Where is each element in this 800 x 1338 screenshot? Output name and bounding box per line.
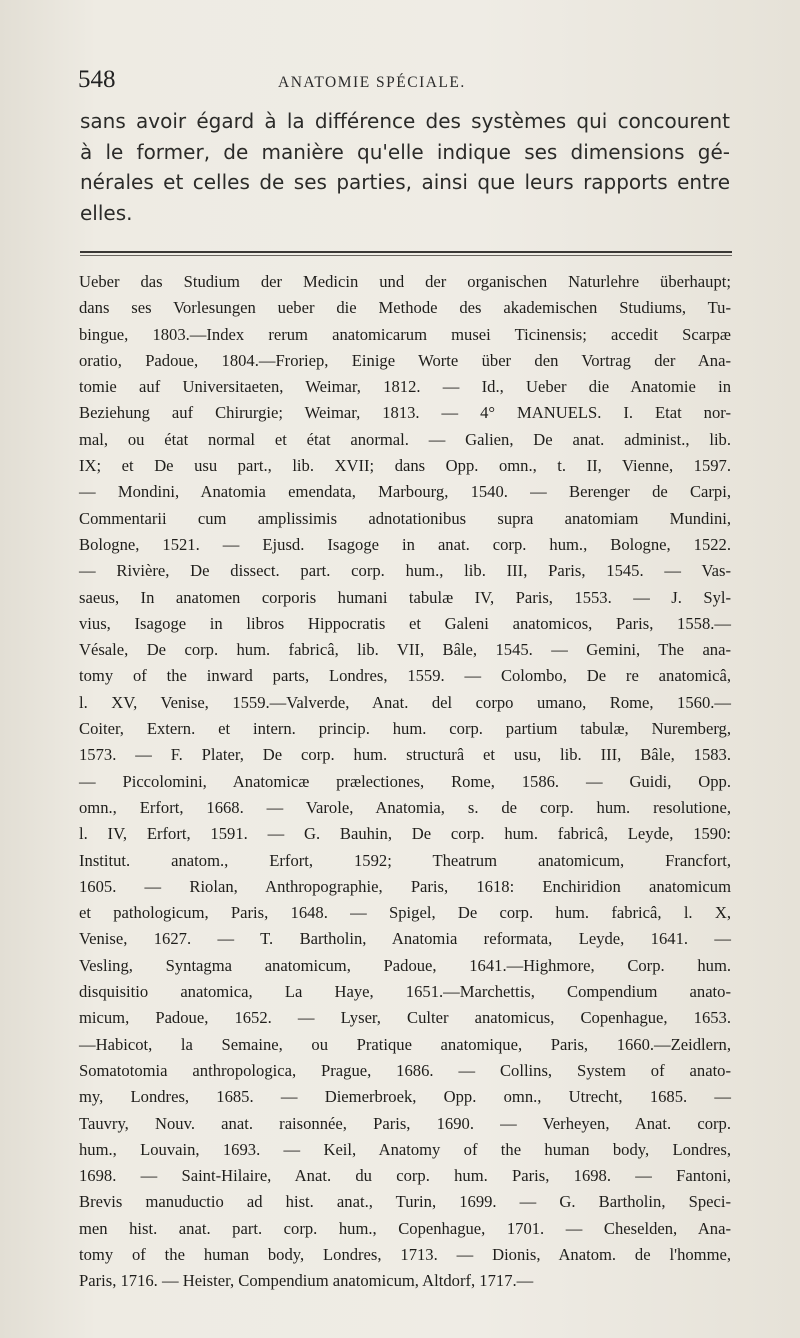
body-line: nérales et celles de ses parties, ainsi que leurs rapports entre [80,170,730,194]
body-paragraph [80,106,730,228]
bibliography-line: — Piccolomini, Anatomicæ prælectiones, Rome, 1586. — Guidi, Opp. [79,771,731,791]
bibliography-line: my, Londres, 1685. — Diemerbroek, Opp. omn., Utrecht, 1685. — [79,1087,731,1107]
bibliography-line: oratio, Padoue, 1804.—Froriep, Einige Worte über den Vortrag der Ana- [79,350,731,370]
bibliography-line: Ueber das Studium der Medicin und der organischen Naturlehre überhaupt; [79,272,731,291]
bibliography-line: IX; et De usu part., lib. XVII; dans Opp. omn., t. II, Vienne, 1597. [79,456,731,476]
bibliography-block [79,269,731,1295]
bibliography-line: omn., Erfort, 1668. — Varole, Anatomia, s. de corp. hum. resolutione, [79,797,731,817]
bibliography-line: tomy of the inward parts, Londres, 1559. — Colombo, De re anatomicâ, [79,666,731,686]
running-head: ANATOMIE SPÉCIALE. [278,74,466,91]
bibliography-line: 1698. — Saint-Hilaire, Anat. du corp. hum. Paris, 1698. — Fantoni, [79,1166,731,1186]
bibliography-line: Commentarii cum amplissimis adnotationibus supra anatomiam Mundini, [79,508,731,528]
bibliography-line: Venise, 1627. — T. Bartholin, Anatomia reformata, Leyde, 1641. — [79,929,731,949]
bibliography-line: Tauvry, Nouv. anat. raisonnée, Paris, 1690. — Verheyen, Anat. corp. [79,1113,731,1133]
bibliography-line: et pathologicum, Paris, 1648. — Spigel, De corp. hum. fabricâ, l. X, [79,903,731,923]
bibliography-line: 1573. — F. Plater, De corp. hum. structurâ et usu, lib. III, Bâle, 1583. [79,745,731,765]
bibliography-line: l. XV, Venise, 1559.—Valverde, Anat. del corpo umano, Rome, 1560.— [79,692,731,712]
bibliography-line: l. IV, Erfort, 1591. — G. Bauhin, De corp. hum. fabricâ, Leyde, 1590: [79,824,731,844]
bibliography-line: Brevis manuductio ad hist. anat., Turin, 1699. — G. Bartholin, Speci- [79,1192,731,1212]
bibliography-line: bingue, 1803.—Index rerum anatomicarum musei Ticinensis; accedit Scarpæ [79,324,731,344]
bibliography-line: Bologne, 1521. — Ejusd. Isagoge in anat. corp. hum., Bologne, 1522. [79,534,731,554]
bibliography-line: — Mondini, Anatomia emendata, Marbourg, 1540. — Berenger de Carpi, [79,482,731,502]
page-number: 548 [78,66,116,93]
bibliography-line: 1605. — Riolan, Anthropographie, Paris, 1618: Enchiridion anatomicum [79,876,731,896]
body-line: elles. [80,200,133,225]
bibliography-line: tomie auf Universitaeten, Weimar, 1812. — Id., Ueber die Anatomie in [79,377,731,397]
bibliography-line: vius, Isagoge in libros Hippocratis et Galeni anatomicos, Paris, 1558.— [79,613,731,633]
bibliography-line: men hist. anat. part. corp. hum., Copenhague, 1701. — Cheselden, Ana- [79,1218,731,1238]
bibliography-line: micum, Padoue, 1652. — Lyser, Culter anatomicus, Copenhague, 1653. [79,1008,731,1028]
bibliography-line: Coiter, Extern. et intern. princip. hum. corp. partium tabulæ, Nuremberg, [79,719,731,739]
bibliography-line: mal, ou état normal et état anormal. — Galien, De anat. administ., lib. [79,429,731,449]
bibliography-line: — Rivière, De dissect. part. corp. hum., lib. III, Paris, 1545. — Vas- [79,561,731,581]
bibliography-line: Institut. anatom., Erfort, 1592; Theatrum anatomicum, Francfort, [79,850,731,870]
bibliography-line: hum., Louvain, 1693. — Keil, Anatomy of the human body, Londres, [79,1139,731,1159]
bibliography-line: —Habicot, la Semaine, ou Pratique anatomique, Paris, 1660.—Zeidlern, [79,1034,731,1054]
bibliography-line: Beziehung auf Chirurgie; Weimar, 1813. — 4° MANUELS. I. Etat nor- [79,403,731,423]
bibliography-line: Somatotomia anthropologica, Prague, 1686. — Collins, System of anato- [79,1060,731,1080]
bibliography-line: disquisitio anatomica, La Haye, 1651.—Marchettis, Compendium anato- [79,982,731,1002]
bibliography-line: tomy of the human body, Londres, 1713. — Dionis, Anatom. de l'homme, [79,1244,731,1264]
body-line: à le former, de manière qu'elle indique ses dimensions gé- [80,139,730,164]
bibliography-line: Vesling, Syntagma anatomicum, Padoue, 1641.—Highmore, Corp. hum. [79,955,731,975]
bibliography-line: Paris, 1716. — Heister, Compendium anatomicum, Altdorf, 1717.— [79,1271,534,1291]
bibliography-line: saeus, In anatomen corporis humani tabulæ IV, Paris, 1553. — J. Syl- [79,587,731,607]
body-line: sans avoir égard à la différence des systèmes qui concourent [80,109,730,133]
page-header [0,66,800,100]
section-divider [80,251,732,256]
bibliography-line: Vésale, De corp. hum. fabricâ, lib. VII, Bâle, 1545. — Gemini, The ana- [79,640,731,660]
bibliography-line: dans ses Vorlesungen ueber die Methode des akademischen Studiums, Tu- [79,298,731,318]
